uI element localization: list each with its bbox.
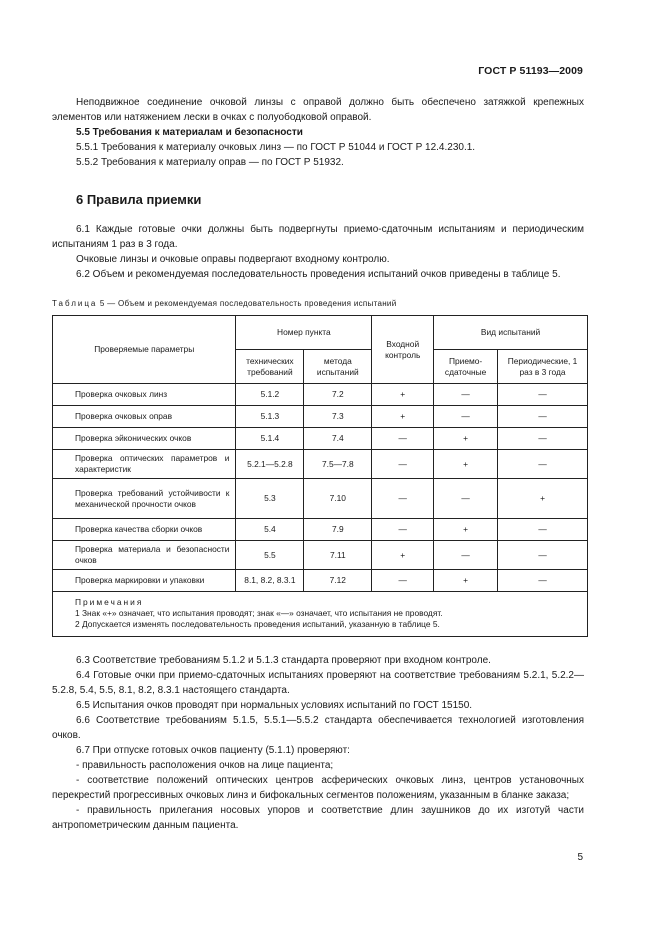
input-control-cell: —: [372, 450, 434, 479]
page-content: [52, 95, 584, 833]
acceptance-cell: +: [434, 450, 498, 479]
periodic-cell: —: [498, 406, 588, 428]
table-caption: [52, 296, 584, 311]
requirements-cell: 8.1, 8.2, 8.3.1: [236, 570, 304, 592]
param-cell: Проверка маркировки и упаковки: [53, 570, 236, 592]
input-control-cell: +: [372, 541, 434, 570]
requirements-cell: 5.2.1—5.2.8: [236, 450, 304, 479]
note-1: 1 Знак «+» означает, что испытания проводят; знак «—» означает, что испытания не проводят.: [75, 608, 443, 618]
check-item-3: - правильность прилегания носовых упоров и соответствие длин заушников до их изготуй части антропометрическим данным пациента.: [52, 805, 584, 831]
method-cell: 7.12: [304, 570, 372, 592]
acceptance-cell: +: [434, 519, 498, 541]
table-row: [53, 519, 588, 541]
method-cell: 7.4: [304, 428, 372, 450]
method-cell: 7.10: [304, 479, 372, 519]
header-clause-number: Номер пункта: [236, 316, 372, 350]
table-row: [53, 406, 588, 428]
periodic-cell: +: [498, 479, 588, 519]
table-notes: [53, 592, 588, 637]
requirements-cell: 5.1.3: [236, 406, 304, 428]
clause-6-2: 6.2 Объем и рекомендуемая последовательность проведения испытаний очков приведены в таблице 5.: [76, 269, 561, 280]
table-row: [53, 479, 588, 519]
requirements-cell: 5.4: [236, 519, 304, 541]
table-row: [53, 428, 588, 450]
input-control-cell: —: [372, 519, 434, 541]
acceptance-tests-table: [52, 315, 588, 637]
check-item-1: - правильность расположения очков на лице пациента;: [76, 760, 334, 771]
input-control-cell: +: [372, 384, 434, 406]
page-number: 5: [577, 852, 583, 863]
section-6-title: 6 Правила приемки: [76, 192, 202, 207]
header-parameters: Проверяемые параметры: [53, 316, 236, 384]
header-input-control: Входной контроль: [372, 316, 434, 384]
param-cell: Проверка требований устойчивости к механической прочности очков: [53, 479, 236, 519]
header-test-method: метода испытаний: [304, 350, 372, 384]
acceptance-cell: —: [434, 406, 498, 428]
periodic-cell: —: [498, 541, 588, 570]
header-acceptance: Приемо-сдаточные: [434, 350, 498, 384]
table-row: [53, 450, 588, 479]
clause-5-5-1: 5.5.1 Требования к материалу очковых линз — по ГОСТ Р 51044 и ГОСТ Р 12.4.230.1.: [76, 142, 476, 153]
method-cell: 7.2: [304, 384, 372, 406]
input-control-cell: —: [372, 428, 434, 450]
method-cell: 7.9: [304, 519, 372, 541]
param-cell: Проверка очковых линз: [53, 384, 236, 406]
subsection-5-5-title: 5.5 Требования к материалам и безопасности: [76, 127, 303, 138]
requirements-cell: 5.1.4: [236, 428, 304, 450]
table-row: [53, 570, 588, 592]
header-periodic: Периодические, 1 раз в 3 года: [498, 350, 588, 384]
input-control-cell: —: [372, 479, 434, 519]
periodic-cell: —: [498, 519, 588, 541]
acceptance-cell: +: [434, 428, 498, 450]
table-caption-text: 5 — Объем и рекомендуемая последовательность проведения испытаний: [97, 299, 397, 308]
param-cell: Проверка качества сборки очков: [53, 519, 236, 541]
header-tech-requirements: технических требований: [236, 350, 304, 384]
table-row: [53, 541, 588, 570]
method-cell: 7.5—7.8: [304, 450, 372, 479]
input-control-cell: +: [372, 406, 434, 428]
check-item-2: - соответствие положений оптических центров асферических очковых линз, центров установочных перекрестий прогрессивных очковых линз и бифокальных сегментов положениям, указанным в бланке заказа;: [52, 775, 584, 801]
clause-6-1-input-control: Очковые линзы и очковые оправы подвергают входному контролю.: [76, 254, 390, 265]
input-control-cell: —: [372, 570, 434, 592]
acceptance-cell: —: [434, 384, 498, 406]
param-cell: Проверка оптических параметров и характеристик: [53, 450, 236, 479]
clause-6-1: 6.1 Каждые готовые очки должны быть подвергнуты приемо-сдаточным испытаниям и периодическим испытаниям 1 раз в 3 года.: [52, 224, 584, 250]
method-cell: 7.3: [304, 406, 372, 428]
requirements-cell: 5.1.2: [236, 384, 304, 406]
notes-title: Примечания: [75, 597, 144, 607]
requirements-cell: 5.5: [236, 541, 304, 570]
param-cell: Проверка очковых оправ: [53, 406, 236, 428]
clause-6-6: 6.6 Соответствие требованиям 5.1.5, 5.5.1—5.5.2 стандарта обеспечивается технологией изготовления очков.: [52, 715, 584, 741]
clause-5-5-2: 5.5.2 Требования к материалу оправ — по ГОСТ Р 51932.: [76, 157, 344, 168]
acceptance-cell: +: [434, 570, 498, 592]
header-test-type: Вид испытаний: [434, 316, 588, 350]
acceptance-cell: —: [434, 541, 498, 570]
periodic-cell: —: [498, 450, 588, 479]
param-cell: Проверка материала и безопасности очков: [53, 541, 236, 570]
periodic-cell: —: [498, 428, 588, 450]
method-cell: 7.11: [304, 541, 372, 570]
document-header: ГОСТ Р 51193—2009: [478, 65, 583, 77]
table-caption-word: Таблица: [52, 299, 98, 308]
requirements-cell: 5.3: [236, 479, 304, 519]
periodic-cell: —: [498, 384, 588, 406]
clause-6-5: 6.5 Испытания очков проводят при нормальных условиях испытаний по ГОСТ 15150.: [76, 700, 473, 711]
acceptance-cell: —: [434, 479, 498, 519]
table-row: [53, 384, 588, 406]
param-cell: Проверка эйконических очков: [53, 428, 236, 450]
intro-paragraph: Неподвижное соединение очковой линзы с оправой должно быть обеспечено затяжкой крепежных элементов или натяжением лески в очках с полуободковой оправой.: [52, 97, 584, 123]
clause-6-3: 6.3 Соответствие требованиям 5.1.2 и 5.1.3 стандарта проверяют при входном контроле.: [76, 655, 491, 666]
clause-6-7: 6.7 При отпуске готовых очков пациенту (5.1.1) проверяют:: [76, 745, 350, 756]
note-2: 2 Допускается изменять последовательность проведения испытаний, указанную в таблице 5.: [75, 619, 440, 629]
periodic-cell: —: [498, 570, 588, 592]
after-table-text: [52, 653, 584, 833]
table-body: [53, 384, 588, 592]
clause-6-4: 6.4 Готовые очки при приемо-сдаточных испытаниях проверяют на соответствие требованиям 5.2.1, 5.2.2—5.2.8, 5.4, 5.5, 8.1, 8.2, 8.3.1 настоящего стандарта.: [52, 670, 584, 696]
